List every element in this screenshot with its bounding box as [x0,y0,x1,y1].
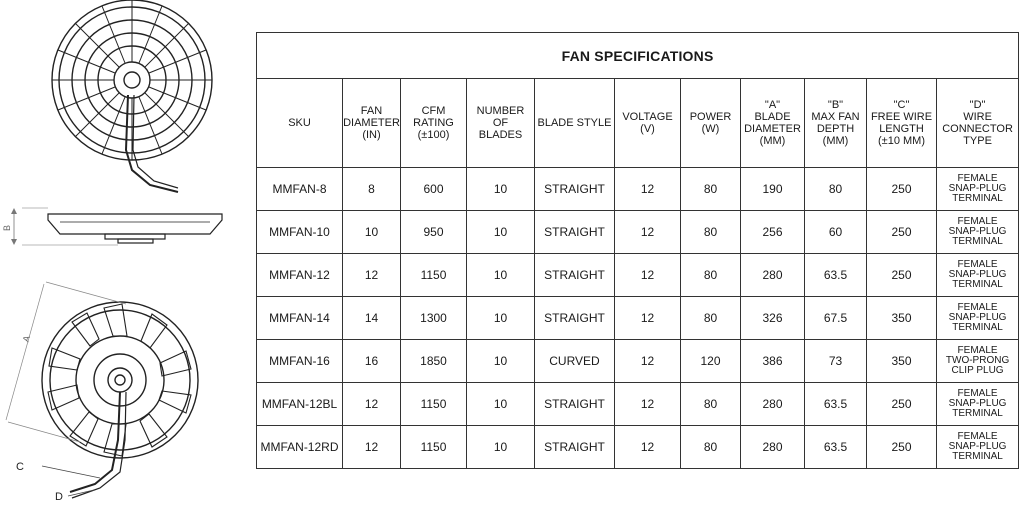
cell-fan-diameter: 8 [343,168,401,211]
cell-blade-style: STRAIGHT [535,383,615,426]
header-power: POWER (W) [681,79,741,168]
table-row [257,254,1019,297]
table-title: FAN SPECIFICATIONS [257,33,1019,79]
table-row [257,168,1019,211]
header-sku: SKU [257,79,343,168]
cell-cfm-rating: 1150 [401,426,467,469]
cell-fan-diameter: 16 [343,340,401,383]
fan-side-view [11,208,222,245]
cell-blade-style: CURVED [535,340,615,383]
dimension-a-label: A [20,334,32,344]
cell-cfm-rating: 1150 [401,254,467,297]
cell-blade-style: STRAIGHT [535,211,615,254]
cell-cfm-rating: 600 [401,168,467,211]
cell-max-fan-depth: 63.5 [805,383,867,426]
cell-sku: MMFAN-12RD [257,426,343,469]
cell-power: 80 [681,211,741,254]
cell-cfm-rating: 1850 [401,340,467,383]
cell-sku: MMFAN-12 [257,254,343,297]
cell-cfm-rating: 950 [401,211,467,254]
cell-wire-connector-type: FEMALE SNAP-PLUG TERMINAL [937,254,1019,297]
table-row [257,340,1019,383]
header-fan-diameter: FAN DIAMETER (IN) [343,79,401,168]
cell-voltage: 12 [615,254,681,297]
cell-voltage: 12 [615,340,681,383]
cell-sku: MMFAN-12BL [257,383,343,426]
cell-power: 80 [681,297,741,340]
cell-wire-connector-type: FEMALE SNAP-PLUG TERMINAL [937,211,1019,254]
cell-max-fan-depth: 63.5 [805,426,867,469]
cell-fan-diameter: 10 [343,211,401,254]
header-number-of-blades: NUMBER OF BLADES [467,79,535,168]
cell-number-of-blades: 10 [467,383,535,426]
cell-free-wire-length: 250 [867,426,937,469]
header-wire-connector-type: "D" WIRE CONNECTOR TYPE [937,79,1019,168]
cell-cfm-rating: 1300 [401,297,467,340]
header-cfm-rating: CFM RATING (±100) [401,79,467,168]
cell-number-of-blades: 10 [467,168,535,211]
label-d: D [55,491,63,503]
cell-voltage: 12 [615,426,681,469]
table-body [257,168,1019,469]
cell-blade-diameter: 280 [741,254,805,297]
cell-max-fan-depth: 80 [805,168,867,211]
label-c: C [16,461,24,473]
cell-sku: MMFAN-16 [257,340,343,383]
cell-voltage: 12 [615,168,681,211]
cell-power: 80 [681,168,741,211]
cell-free-wire-length: 250 [867,383,937,426]
table-row [257,211,1019,254]
fan-front-view [42,302,198,498]
header-voltage: VOLTAGE (V) [615,79,681,168]
cell-sku: MMFAN-8 [257,168,343,211]
cell-wire-connector-type: FEMALE SNAP-PLUG TERMINAL [937,297,1019,340]
cell-number-of-blades: 10 [467,211,535,254]
header-free-wire-length: "C" FREE WIRE LENGTH (±10 MM) [867,79,937,168]
fan-technical-drawing [0,0,250,508]
cell-blade-diameter: 256 [741,211,805,254]
cell-cfm-rating: 1150 [401,383,467,426]
dimension-b-label: B [2,224,12,231]
cell-power: 80 [681,383,741,426]
header-blade-diameter: "A" BLADE DIAMETER (MM) [741,79,805,168]
cell-blade-style: STRAIGHT [535,297,615,340]
cell-wire-connector-type: FEMALE SNAP-PLUG TERMINAL [937,168,1019,211]
header-blade-style: BLADE STYLE [535,79,615,168]
cell-free-wire-length: 250 [867,211,937,254]
cell-blade-style: STRAIGHT [535,426,615,469]
cell-power: 80 [681,254,741,297]
table-row [257,383,1019,426]
cell-voltage: 12 [615,211,681,254]
cell-blade-style: STRAIGHT [535,168,615,211]
fan-drawings [0,0,250,508]
fan-spec-table [256,32,1019,469]
cell-fan-diameter: 12 [343,426,401,469]
fan-rear-view [52,0,212,192]
cell-fan-diameter: 12 [343,254,401,297]
cell-max-fan-depth: 63.5 [805,254,867,297]
cell-free-wire-length: 350 [867,297,937,340]
header-max-fan-depth: "B" MAX FAN DEPTH (MM) [805,79,867,168]
cell-free-wire-length: 250 [867,254,937,297]
cell-max-fan-depth: 67.5 [805,297,867,340]
cell-max-fan-depth: 60 [805,211,867,254]
cell-blade-diameter: 280 [741,383,805,426]
cell-voltage: 12 [615,383,681,426]
cell-number-of-blades: 10 [467,254,535,297]
cell-free-wire-length: 350 [867,340,937,383]
cell-blade-diameter: 386 [741,340,805,383]
table-row [257,297,1019,340]
cell-blade-style: STRAIGHT [535,254,615,297]
cell-blade-diameter: 190 [741,168,805,211]
cell-number-of-blades: 10 [467,297,535,340]
cell-power: 120 [681,340,741,383]
table-row [257,426,1019,469]
cell-free-wire-length: 250 [867,168,937,211]
cell-blade-diameter: 280 [741,426,805,469]
cell-wire-connector-type: FEMALE SNAP-PLUG TERMINAL [937,383,1019,426]
cell-fan-diameter: 12 [343,383,401,426]
dimension-a [6,282,126,442]
cell-sku: MMFAN-14 [257,297,343,340]
cell-number-of-blades: 10 [467,426,535,469]
cell-blade-diameter: 326 [741,297,805,340]
header-row [257,79,1019,168]
cell-power: 80 [681,426,741,469]
cell-wire-connector-type: FEMALE SNAP-PLUG TERMINAL [937,426,1019,469]
cell-fan-diameter: 14 [343,297,401,340]
cell-max-fan-depth: 73 [805,340,867,383]
cell-wire-connector-type: FEMALE TWO-PRONG CLIP PLUG [937,340,1019,383]
cell-sku: MMFAN-10 [257,211,343,254]
cell-voltage: 12 [615,297,681,340]
cell-number-of-blades: 10 [467,340,535,383]
